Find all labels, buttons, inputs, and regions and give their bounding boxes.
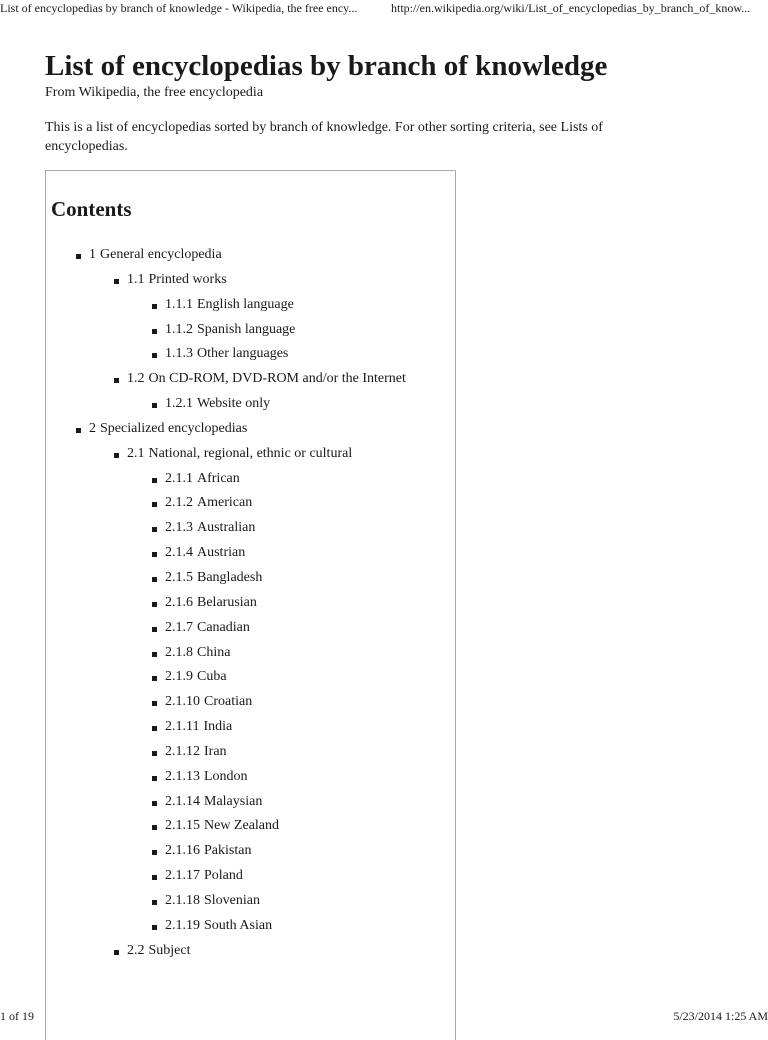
bullet-icon — [152, 801, 157, 806]
toc-number: 2.1.19 — [165, 917, 200, 933]
toc-item[interactable] — [46, 566, 406, 591]
toc-number: 2.1.17 — [165, 868, 200, 884]
toc-number: 1 — [89, 247, 96, 262]
bullet-icon — [152, 726, 157, 731]
toc-item[interactable] — [46, 715, 406, 740]
toc-item[interactable] — [46, 765, 406, 790]
toc-item[interactable] — [46, 814, 406, 839]
toc-label: India — [203, 719, 233, 735]
toc-item[interactable] — [46, 243, 406, 268]
table-of-contents — [45, 170, 456, 1040]
toc-label: Pakistan — [204, 843, 252, 859]
toc-item[interactable] — [46, 541, 406, 566]
toc-number: 2.1 — [127, 445, 145, 461]
toc-number: 2.1.2 — [165, 495, 193, 511]
toc-number: 2.1.10 — [165, 694, 200, 710]
bullet-icon — [152, 478, 157, 483]
toc-item[interactable] — [46, 690, 406, 715]
bullet-icon — [152, 676, 157, 681]
toc-label: South Asian — [204, 917, 273, 933]
toc-item[interactable] — [46, 442, 406, 467]
toc-item[interactable] — [46, 939, 406, 964]
toc-number: 2.1.15 — [165, 818, 200, 834]
toc-label: Malaysian — [204, 793, 263, 809]
toc-label: General encyclopedia — [100, 247, 222, 262]
toc-label: American — [197, 495, 253, 511]
bullet-icon — [114, 378, 119, 383]
toc-number: 1.1.2 — [165, 321, 193, 337]
bullet-icon — [152, 652, 157, 657]
toc-number: 2.1.11 — [165, 719, 200, 735]
toc-item[interactable] — [46, 740, 406, 765]
print-header-url: http://en.wikipedia.org/wiki/List_of_encyclopedias_by_branch_of_know... — [391, 1, 751, 15]
toc-item[interactable] — [46, 367, 406, 392]
toc-number: 2.1.16 — [165, 843, 200, 859]
toc-label: Website only — [197, 396, 271, 412]
toc-label: Canadian — [197, 619, 250, 635]
toc-label: Iran — [204, 743, 227, 759]
toc-number: 2.1.9 — [165, 669, 193, 685]
toc-item[interactable] — [46, 516, 406, 541]
toc-number: 2 — [89, 420, 96, 436]
toc-label: New Zealand — [204, 818, 280, 834]
bullet-icon — [114, 453, 119, 458]
toc-number: 2.1.14 — [165, 793, 200, 809]
toc-number: 1.2 — [127, 371, 145, 387]
bullet-icon — [152, 527, 157, 532]
toc-item[interactable] — [46, 839, 406, 864]
bullet-icon — [152, 875, 157, 880]
toc-item[interactable] — [46, 864, 406, 889]
toc-item[interactable] — [46, 467, 406, 492]
toc-label: Bangladesh — [197, 569, 263, 585]
bullet-icon — [152, 825, 157, 830]
toc-item[interactable] — [46, 318, 406, 343]
bullet-icon — [152, 701, 157, 706]
toc-label: On CD-ROM, DVD-ROM and/or the Internet — [148, 371, 406, 387]
toc-number: 2.1.7 — [165, 619, 193, 635]
toc-item[interactable] — [46, 889, 406, 914]
bullet-icon — [76, 428, 81, 433]
toc-label: African — [197, 470, 240, 486]
print-datetime: 5/23/2014 1:25 AM — [673, 1009, 768, 1023]
toc-label: Printed works — [148, 271, 227, 287]
site-subtitle: From Wikipedia, the free encyclopedia — [45, 85, 264, 100]
toc-label: London — [204, 768, 248, 784]
toc-number: 1.1.1 — [165, 296, 193, 312]
toc-number: 2.1.12 — [165, 743, 200, 759]
toc-label: National, regional, ethnic or cultural — [148, 445, 353, 461]
toc-item[interactable] — [46, 790, 406, 815]
bullet-icon — [152, 304, 157, 309]
toc-item[interactable] — [46, 417, 406, 442]
bullet-icon — [152, 925, 157, 930]
toc-label: Spanish language — [197, 321, 296, 337]
toc-number: 2.2 — [127, 942, 145, 958]
toc-label: English language — [197, 296, 294, 312]
intro-paragraph: This is a list of encyclopedias sorted by branch of knowledge. For other sorting criteria, see Lists of encyclopedias. — [45, 120, 603, 154]
toc-number: 2.1.1 — [165, 470, 193, 486]
toc-title: Contents — [51, 197, 132, 221]
bullet-icon — [152, 900, 157, 905]
toc-number: 2.1.6 — [165, 594, 193, 610]
toc-item[interactable] — [46, 616, 406, 641]
toc-item[interactable] — [46, 342, 406, 367]
bullet-icon — [152, 627, 157, 632]
toc-number: 1.1 — [127, 271, 145, 287]
bullet-icon — [152, 329, 157, 334]
bullet-icon — [152, 353, 157, 358]
toc-label: China — [197, 644, 231, 660]
bullet-icon — [114, 279, 119, 284]
toc-number: 2.1.4 — [165, 545, 193, 561]
toc-item[interactable] — [46, 392, 406, 417]
bullet-icon — [114, 950, 119, 955]
bullet-icon — [152, 850, 157, 855]
page-title: List of encyclopedias by branch of knowledge — [45, 50, 608, 82]
toc-number: 1.2.1 — [165, 396, 193, 412]
bullet-icon — [152, 577, 157, 582]
bullet-icon — [152, 403, 157, 408]
toc-list — [46, 243, 406, 963]
toc-number: 2.1.13 — [165, 768, 200, 784]
toc-number: 1.1.3 — [165, 346, 193, 362]
bullet-icon — [76, 254, 81, 259]
toc-item[interactable] — [46, 665, 406, 690]
toc-label: Subject — [148, 942, 191, 958]
toc-label: Poland — [204, 868, 243, 884]
toc-item[interactable] — [46, 591, 406, 616]
page-counter: 1 of 19 — [0, 1009, 34, 1023]
toc-label: Specialized encyclopedias — [100, 420, 248, 436]
toc-number: 2.1.3 — [165, 520, 193, 536]
toc-number: 2.1.8 — [165, 644, 193, 660]
bullet-icon — [152, 502, 157, 507]
toc-label: Belarusian — [197, 594, 257, 610]
toc-item[interactable] — [46, 641, 406, 666]
toc-label: Australian — [197, 520, 256, 536]
toc-label: Cuba — [197, 669, 227, 685]
toc-label: Slovenian — [204, 892, 260, 908]
print-header-page-title: List of encyclopedias by branch of knowledge - Wikipedia, the free ency... — [0, 1, 358, 15]
toc-label: Croatian — [204, 694, 253, 710]
toc-number: 2.1.5 — [165, 569, 193, 585]
bullet-icon — [152, 751, 157, 756]
bullet-icon — [152, 776, 157, 781]
bullet-icon — [152, 552, 157, 557]
bullet-icon — [152, 602, 157, 607]
toc-label: Other languages — [197, 346, 289, 362]
toc-item[interactable] — [46, 293, 406, 318]
toc-item[interactable] — [46, 914, 406, 939]
toc-number: 2.1.18 — [165, 892, 200, 908]
toc-item[interactable] — [46, 268, 406, 293]
toc-item[interactable] — [46, 491, 406, 516]
toc-label: Austrian — [197, 545, 246, 561]
